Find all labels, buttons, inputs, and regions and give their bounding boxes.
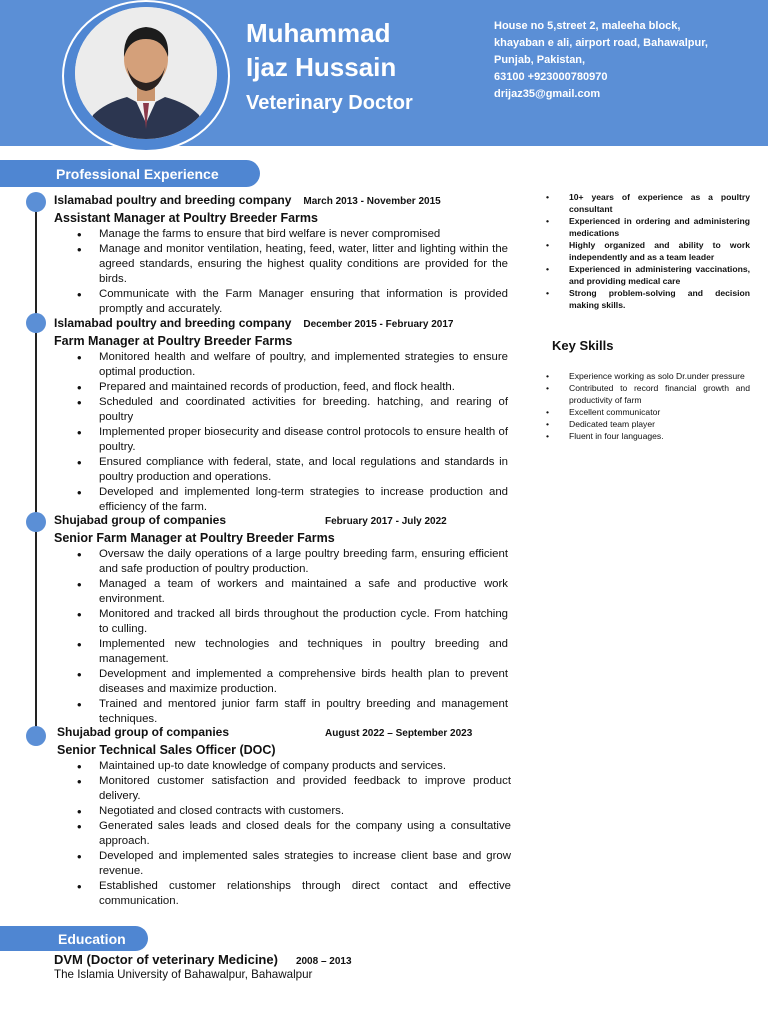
profile-photo (75, 7, 217, 139)
list-item: • Implemented new technologies and techniques in poultry breeding and management. (99, 637, 508, 667)
address-line-1: House no 5,street 2, maleeha block, (494, 20, 681, 32)
section-heading-experience: Professional Experience (0, 160, 260, 187)
timeline-dot (26, 726, 46, 746)
job-entry (54, 315, 508, 515)
list-item: • Experienced in administering vaccinations, and providing medical care (569, 263, 750, 287)
job-bullets (54, 547, 508, 727)
timeline-dot (26, 313, 46, 333)
list-item: • Manage the farms to ensure that bird welfare is never compromised (99, 227, 508, 242)
degree-years: 2008 – 2013 (295, 956, 352, 967)
list-item: • Ensured compliance with federal, state, and local regulations and standards in poultry production and operations. (99, 455, 508, 485)
job-role: Farm Manager at Poultry Breeder Farms (54, 334, 293, 348)
list-item: • Experienced in ordering and administering medications (569, 215, 750, 239)
list-item: • Oversaw the daily operations of a large poultry breeding farm, ensuring efficient and safe production of poultry production. (99, 547, 508, 577)
education-school: The Islamia University of Bahawalpur, Bahawalpur (54, 968, 313, 981)
list-item: • Monitored and tracked all birds throughout the production cycle. From hatching to culling. (99, 607, 508, 637)
list-item: • Prepared and maintained records of production, feed, and flock health. (99, 380, 508, 395)
job-dates: August 2022 – September 2023 (325, 728, 473, 739)
job-title: Veterinary Doctor (246, 92, 413, 114)
list-item: • Dedicated team player (569, 418, 750, 430)
postal-phone: 63100 +923000780970 (494, 71, 608, 83)
job-company: Islamabad poultry and breeding company (54, 316, 292, 330)
section-heading-key-skills: Key Skills (552, 338, 614, 353)
list-item: • Monitored health and welfare of poultry, and implemented strategies to ensure optimal production. (99, 350, 508, 380)
list-item: • Managed a team of workers and maintained a safe and productive work environment. (99, 577, 508, 607)
list-item: • Communicate with the Farm Manager ensuring that information is provided promptly and accurately. (99, 287, 508, 317)
job-entry (54, 192, 508, 317)
list-item: • Developed and implemented long-term strategies to increase production and efficiency of the farm. (99, 485, 508, 515)
list-item: • Highly organized and ability to work independently and as a team leader (569, 239, 750, 263)
list-item: • Generated sales leads and closed deals for the company using a consultative approach. (99, 819, 511, 849)
list-item: • Monitored customer satisfaction and provided feedback to improve product delivery. (99, 774, 511, 804)
job-bullets (54, 350, 508, 515)
list-item: • Established customer relationships through direct contact and effective communication. (99, 879, 511, 909)
contact-info (494, 18, 754, 103)
address-line-3: Punjab, Pakistan, (494, 54, 586, 66)
job-company: Shujabad group of companies (54, 513, 227, 527)
list-item: • Experience working as solo Dr.under pressure (569, 370, 750, 382)
degree-name: DVM (Doctor of veterinary Medicine) (54, 952, 278, 967)
list-item: • Contributed to record financial growth and productivity of farm (569, 382, 750, 406)
education-degree (54, 952, 352, 967)
job-dates: December 2015 - February 2017 (303, 319, 454, 330)
job-role: Senior Technical Sales Officer (DOC) (57, 743, 276, 757)
job-bullets (57, 759, 511, 909)
email-address: drijaz35@gmail.com (494, 88, 601, 100)
job-entry (54, 512, 508, 727)
job-company: Islamabad poultry and breeding company (54, 193, 292, 207)
timeline-line (35, 200, 37, 736)
job-role: Senior Farm Manager at Poultry Breeder Farms (54, 531, 335, 545)
list-item: • Developed and implemented sales strategies to increase client base and grow revenue. (99, 849, 511, 879)
list-item: • Scheduled and coordinated activities for breeding. hatching, and rearing of poultry (99, 395, 508, 425)
name-first: Muhammad (246, 18, 391, 48)
job-role: Assistant Manager at Poultry Breeder Farms (54, 211, 318, 225)
candidate-name (246, 16, 486, 84)
skills-list (546, 370, 750, 442)
timeline-dot (26, 512, 46, 532)
list-item: • Maintained up-to date knowledge of company products and services. (99, 759, 511, 774)
list-item: • Excellent communicator (569, 406, 750, 418)
job-company: Shujabad group of companies (57, 725, 230, 739)
list-item: • Trained and mentored junior farm staff in poultry breeding and management techniques. (99, 697, 508, 727)
list-item: • Fluent in four languages. (569, 430, 750, 442)
list-item: • Manage and monitor ventilation, heating, feed, water, litter and lighting within the agreed standards, ensuring the highest quality conditions are provided for the birds. (99, 242, 508, 287)
job-dates: February 2017 - July 2022 (325, 516, 447, 527)
section-heading-education: Education (0, 926, 148, 951)
job-entry (57, 724, 511, 909)
list-item: • Development and implemented a comprehensive birds health plan to prevent diseases and maximize production. (99, 667, 508, 697)
highlights-list (546, 191, 750, 311)
job-dates: March 2013 - November 2015 (303, 196, 441, 207)
list-item: • Strong problem-solving and decision making skills. (569, 287, 750, 311)
job-bullets (54, 227, 508, 317)
list-item: • 10+ years of experience as a poultry consultant (569, 191, 750, 215)
timeline-dot (26, 192, 46, 212)
name-last: Ijaz Hussain (246, 52, 397, 82)
list-item: • Negotiated and closed contracts with customers. (99, 804, 511, 819)
address-line-2: khayaban e ali, airport road, Bahawalpur, (494, 37, 708, 49)
list-item: • Implemented proper biosecurity and disease control protocols to ensure health of poultry. (99, 425, 508, 455)
